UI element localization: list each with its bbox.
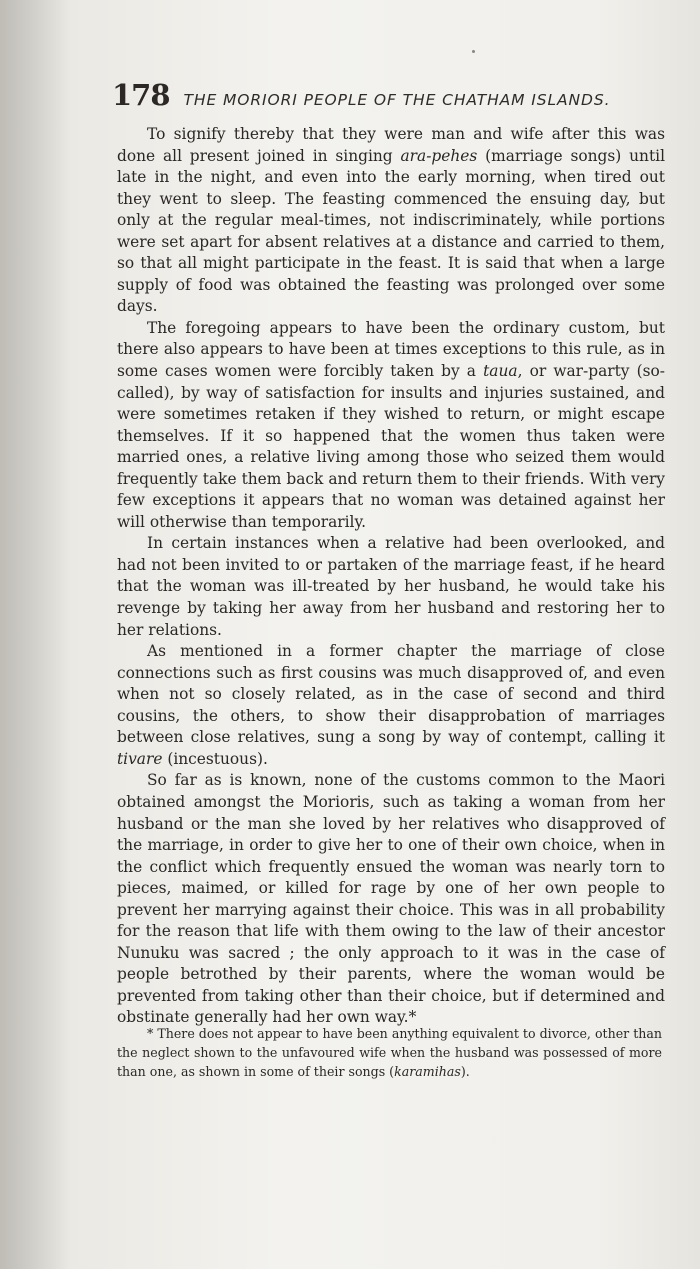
text-segment: * There does not appear to have been anything equivalent to divorce, other than the neglect shown to the unfavoured wife when the husband was possessed of more than one, as shown in some of their songs (	[117, 1026, 662, 1079]
footnote	[117, 1024, 662, 1081]
text-segment: ).	[460, 1064, 470, 1079]
text-segment: So far as is known, none of the customs common to the Maori obtained amongst the Morioris, such as taking a woman from her husband or the man she loved by her relatives who disapproved of the marriage, in order to give her to one of their own choice, when in the conflict which frequently ensued the woman was nearly torn to pieces, maimed, or killed for rage by one of her own people to prevent her marrying against their choice. This was in all probability for the reason that life with them owing to the law of their ancestor Nunuku was sacred ; the only approach to it was in the case of people betrothed by their parents, where the woman would be prevented from taking other than their choice, but if determined and obstinate generally had her own way.*	[117, 771, 665, 1027]
running-title: THE MORIORI PEOPLE OF THE CHATHAM ISLANDS.	[183, 91, 611, 109]
running-header	[112, 78, 617, 112]
italic-term: karamihas	[394, 1064, 461, 1079]
italic-term: ara-pehes	[400, 146, 478, 165]
text-segment: (incestuous).	[162, 749, 268, 768]
paper-speck	[472, 50, 475, 53]
text-segment: (marriage songs) until late in the night, and even into the early morning, when tired out they went to sleep. The feasting commenced the ensuing day, but only at the regular meal-times, not indiscriminately, while portions were set apart for absent relatives at a distance and carried to them, so that all might participate in the feast. It is said that when a large supply of food was obtained the feasting was prolonged over some days.	[117, 146, 665, 316]
paragraph	[117, 533, 665, 641]
paragraph	[117, 770, 665, 1029]
text-segment: , or war-party (so-called), by way of satisfaction for insults and injuries sustained, and were sometimes retaken if they wished to return, or might escape themselves. If it so happened that the women thus taken were married ones, a relative living among those who seized them would frequently take them back and return them to their friends. With very few exceptions it appears that no woman was detained against her will otherwise than temporarily.	[117, 362, 665, 531]
page-edge-shadow	[0, 0, 70, 1269]
italic-term: tivare	[117, 749, 163, 768]
body-text	[117, 124, 665, 1029]
text-segment: The foregoing appears to have been the ordinary custom, but there also appears to have been at times exceptions to this rule, as in some cases women were forcibly taken by a	[117, 318, 665, 381]
paragraph	[117, 641, 665, 770]
footnote-text	[117, 1024, 662, 1081]
page-number: 178	[112, 78, 170, 112]
text-segment: In certain instances when a relative had been overlooked, and had not been invited to or partaken of the marriage feast, if he heard that the woman was ill-treated by her husband, he would take his revenge by taking her away from her husband and restoring her to her relations.	[117, 534, 665, 639]
italic-term: taua	[483, 362, 518, 381]
text-segment: As mentioned in a former chapter the marriage of close connections such as first cousins was much disapproved of, and even when not so closely related, as in the case of second and third cousins, the others, to show their disapprobation of marriages between close relatives, sung a song by way of contempt, calling it	[117, 642, 665, 747]
paragraph	[117, 318, 665, 533]
text-segment: To signify thereby that they were man and wife after this was done all present joined in singing	[117, 125, 665, 165]
paragraph	[117, 124, 665, 318]
